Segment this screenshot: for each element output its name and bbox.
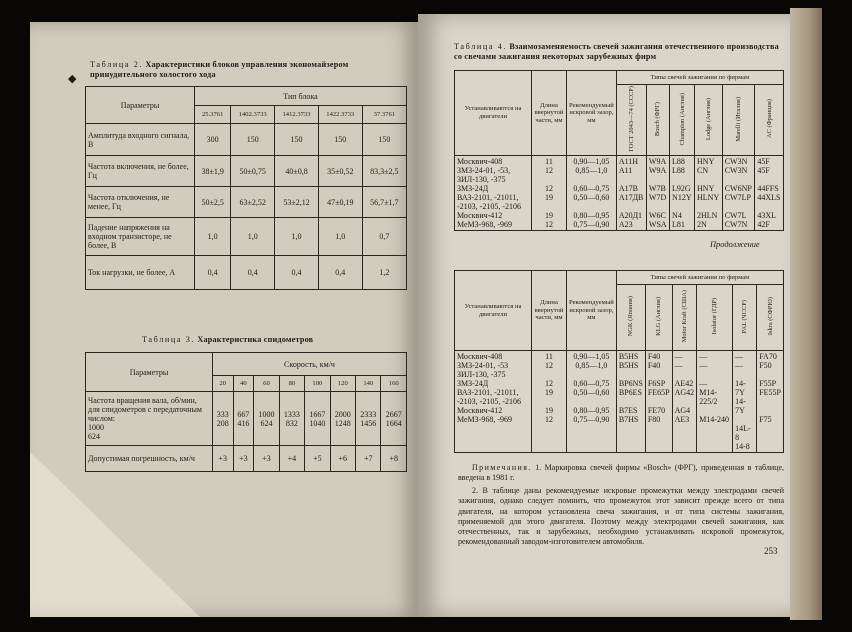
table-cell: 333 208 [213,392,234,446]
table-cell: HNY CN HNY HLNY 2HLN 2N [695,155,723,230]
table-cell: 1333 832 [279,392,304,446]
table-cell: 45F 45F 44FFS 44XLS 43XL 42F [755,155,784,230]
table-row [86,156,407,187]
table-cell: 1,2 [362,256,406,290]
continuation-label: Продолжение [710,240,760,249]
page-fold-shadow [30,452,200,617]
table-cell: +3 [233,446,254,472]
table2-param: Падение напряжения на входном транзисторе, не более, В [86,218,195,256]
table-cell: — — — M14-225/2 M14-240 [697,351,733,453]
table3-col-header: 160 [381,376,407,392]
table-cell: 0,4 [275,256,319,290]
table4-firm-label: Lodge (Англия) [704,97,712,140]
table-cell: 1,0 [195,218,231,256]
table4-firm-header [670,85,695,156]
table-cell: 1667 1040 [305,392,330,446]
table4b-firm-header [757,285,784,351]
table3-col-header: 120 [330,376,355,392]
table4b-firm-label: KLG (Англия) [655,297,663,336]
table3-label: Таблица 3. [142,335,196,344]
table4-engines: Москвич-408 ЗМЗ-24-01, -53, ЗИЛ-130, -375 ЗМЗ-24Д ВАЗ-2101, -21011, -2103, -2105, -2106 Москвич-412 МеМЗ-968, -969 [455,155,532,230]
table-cell: 1,0 [275,218,319,256]
table-cell: 0,7 [362,218,406,256]
table-cell: 50±2,5 [195,187,231,218]
table2-label: Таблица 2. [90,60,144,69]
table-cell: +6 [330,446,355,472]
table-cell: L88 L88 L92G N12Y N4 L81 [670,155,695,230]
table-cell: +8 [381,446,407,472]
table4-firm-header [722,85,755,156]
table2-group-header: Тип блока [195,87,407,106]
table-cell: 1000 624 [254,392,279,446]
table-cell: 35±0,52 [318,156,362,187]
table-cell: 83,3±2,5 [362,156,406,187]
table3-col-header: 60 [254,376,279,392]
bullet-marker-icon: ◆ [68,73,77,85]
table4-firm-label: Champion (Англия) [678,92,686,146]
table4b-group-header: Типы свечей зажигания по фирмам [616,271,783,285]
table4-col-thread: Длина ввернутой части, мм [532,71,567,156]
table4b-firm-label: Iskra (СФРЮ) [766,297,774,336]
table2-col-header: 37.3761 [362,106,406,124]
table4b-gap: 0,90—1,05 0,85—1,0 0,60—0,75 0,50—0,60 0,80—0,95 0,75—0,90 [567,351,617,453]
table-cell: 63±2,52 [231,187,275,218]
table-cell: W9A W9A W7B W7D W6C WSA [646,155,669,230]
table-cell: 2667 1664 [381,392,407,446]
table2-col-header: 1412.3733 [275,106,319,124]
notes-heading: Примечания. [472,463,532,472]
table-cell: +3 [254,446,279,472]
table2-param: Ток нагрузки, не более, А [86,256,195,290]
note-2: 2. В таблице даны рекомендуемые искровые промежутки между электродами свечей зажигания, однако следует помнить, что промежуток этот зависит прежде всего от типа двигателя, на котором установлена свеча зажигания, и от типа системы зажигания, применяемой для этого двигателя. Поэтому между электродами свечей зажигания, как отечественных, так и зарубежных, необходимо устанавливать искровой промежуток, рекомендованный заводом-изготовителем автомобиля. [458,486,784,547]
table4-title-text: Взаимозаменяемость свечей зажигания отечественного производства со свечами зажигания некоторых зарубежных фирм [454,42,779,61]
table3 [85,352,407,472]
table-cell: 150 [231,124,275,156]
table3-col-header: 40 [233,376,254,392]
table-row [86,446,407,472]
table4b-col-thread: Длина ввернутой части, мм [532,271,567,351]
table2-param: Частота отключения, не менее, Гц [86,187,195,218]
table4b-firm-header [697,285,733,351]
table-cell: 47±0,19 [318,187,362,218]
table-cell: 2000 1248 [330,392,355,446]
table-row [86,392,407,446]
table2-col-header: 1402.3733 [231,106,275,124]
table2-title [90,60,410,80]
table-cell: 0,4 [195,256,231,290]
right-page [418,14,790,617]
table-cell: 0,4 [318,256,362,290]
table4-firm-header [646,85,669,156]
table-cell: 150 [318,124,362,156]
table4-col-installed: Устанавливаются на двигатели [455,71,532,156]
table-row [86,256,407,290]
table4b-firm-header [645,285,672,351]
table-cell: +5 [305,446,330,472]
table4-group-header: Типы свечей зажигания по фирмам [616,71,783,85]
note-1 [458,463,784,484]
table-cell: 150 [275,124,319,156]
table2-col-header: 1422.3733 [318,106,362,124]
table4-gap: 0,90—1,05 0,85—1,0 0,60—0,75 0,50—0,60 0,80—0,95 0,75—0,90 [567,155,617,230]
table-cell: — — 14-7Y 14-7Y 14L-8 14-8 [733,351,757,453]
table3-title [142,335,412,345]
table3-param-header: Параметры [86,353,213,392]
table3-col-header: 140 [356,376,381,392]
table-row [455,351,784,453]
table-cell: 2333 1456 [356,392,381,446]
table4-firm-header [695,85,723,156]
table4-firm-label: ГОСТ 2043—74 (СССР) [627,86,635,152]
table-cell: 53±2,12 [275,187,319,218]
table-cell: FA70 F50 F55P FE55P F75 [757,351,784,453]
table4-firm-label: AC (Франция) [765,99,773,139]
table4-firm-label: Bosch (ФРГ) [654,101,662,136]
table-cell: CW3N CW3N CW6NP CW7LP CW7L CW7N [722,155,755,230]
table4-label: Таблица 4. [454,42,508,51]
table-cell: 1,0 [231,218,275,256]
table-cell: F40 F40 F6SP FE65P FE70 F80 [645,351,672,453]
table3-group-header: Скорость, км/ч [213,353,407,376]
table4b-thread: 11 12 12 19 19 12 [532,351,567,453]
table-cell: +3 [213,446,234,472]
table-cell: 300 [195,124,231,156]
table3-param: Частота вращения вала, об/мин, для спидометров с передаточным числом: 1000 624 [86,392,213,446]
table-row [86,218,407,256]
table4-firm-label: Marelli (Италия) [735,96,743,142]
table4b-engines: Москвич-408 ЗМЗ-24-01, -53 ЗИЛ-130, -375 ЗМЗ-24Д ВАЗ-2101, -21011, -2103, -2105, -2106 Москвич-412 МеМЗ-968, -969 [455,351,532,453]
table4-thread: 11 12 12 19 19 12 [532,155,567,230]
table4b-firm-header [616,285,645,351]
table4-firm-header [755,85,784,156]
table-row [86,124,407,156]
table2-param: Частота включения, не более, Гц [86,156,195,187]
table3-col-header: 20 [213,376,234,392]
table-row [86,187,407,218]
table2-param-header: Параметры [86,87,195,124]
table3-col-header: 100 [305,376,330,392]
table4b-firm-label: NGK (Япония) [627,296,635,337]
note-1-text: 1. Маркировка свечей фирмы «Bosch» (ФРГ), приведенная в таблице, введена в 1981 г. [458,463,785,483]
table-cell: +7 [356,446,381,472]
table-cell: 40±0,8 [275,156,319,187]
table-cell: B5HS B5HS BP6NS BP6ES B7ES B7HS [616,351,645,453]
table-cell: 0,4 [231,256,275,290]
table-cell: 50±0,75 [231,156,275,187]
table4-title [454,42,784,62]
table-cell: +4 [279,446,304,472]
table-cell: — — AE42 AG42 AG4 AE3 [672,351,697,453]
table-row [455,155,784,230]
table-cell: 150 [362,124,406,156]
table4b-firm-label: Isolator (ГДР) [711,298,719,335]
table-cell: А11Н А11 А17В А17ДВ А20Д1 А23 [616,155,646,230]
table3-param: Допустимая погрешность, км/ч [86,446,213,472]
page-number: 253 [764,546,778,556]
table2-col-header: 25.3761 [195,106,231,124]
table-cell: 56,7±1,7 [362,187,406,218]
table4-col-gap: Рекомендуемый искровой зазор, мм [567,71,617,156]
table4b-firm-label: Motor Kraft (США) [680,290,688,343]
left-page [30,22,418,617]
table4 [454,70,784,231]
table-cell: 38±1,9 [195,156,231,187]
table2-title-text: Характеристики блоков управления экономайзером принудительного холостого хода [90,60,349,79]
table-cell: 1,0 [318,218,362,256]
table4b-firm-label: PAL (ЧССР) [741,299,749,334]
table4b-firm-header [733,285,757,351]
book-edge [790,8,822,620]
table-cell: 667 416 [233,392,254,446]
table4b-col-gap: Рекомендуемый искровой зазор, мм [567,271,617,351]
table2 [85,86,407,290]
table3-col-header: 80 [279,376,304,392]
table4-firm-header [616,85,646,156]
table4b-col-installed: Устанавливаются на двигатели [455,271,532,351]
table2-param: Амплитуда входного сигнала, В [86,124,195,156]
table4-continued [454,270,784,453]
table4b-firm-header [672,285,697,351]
table3-title-text: Характеристика спидометров [197,335,314,344]
